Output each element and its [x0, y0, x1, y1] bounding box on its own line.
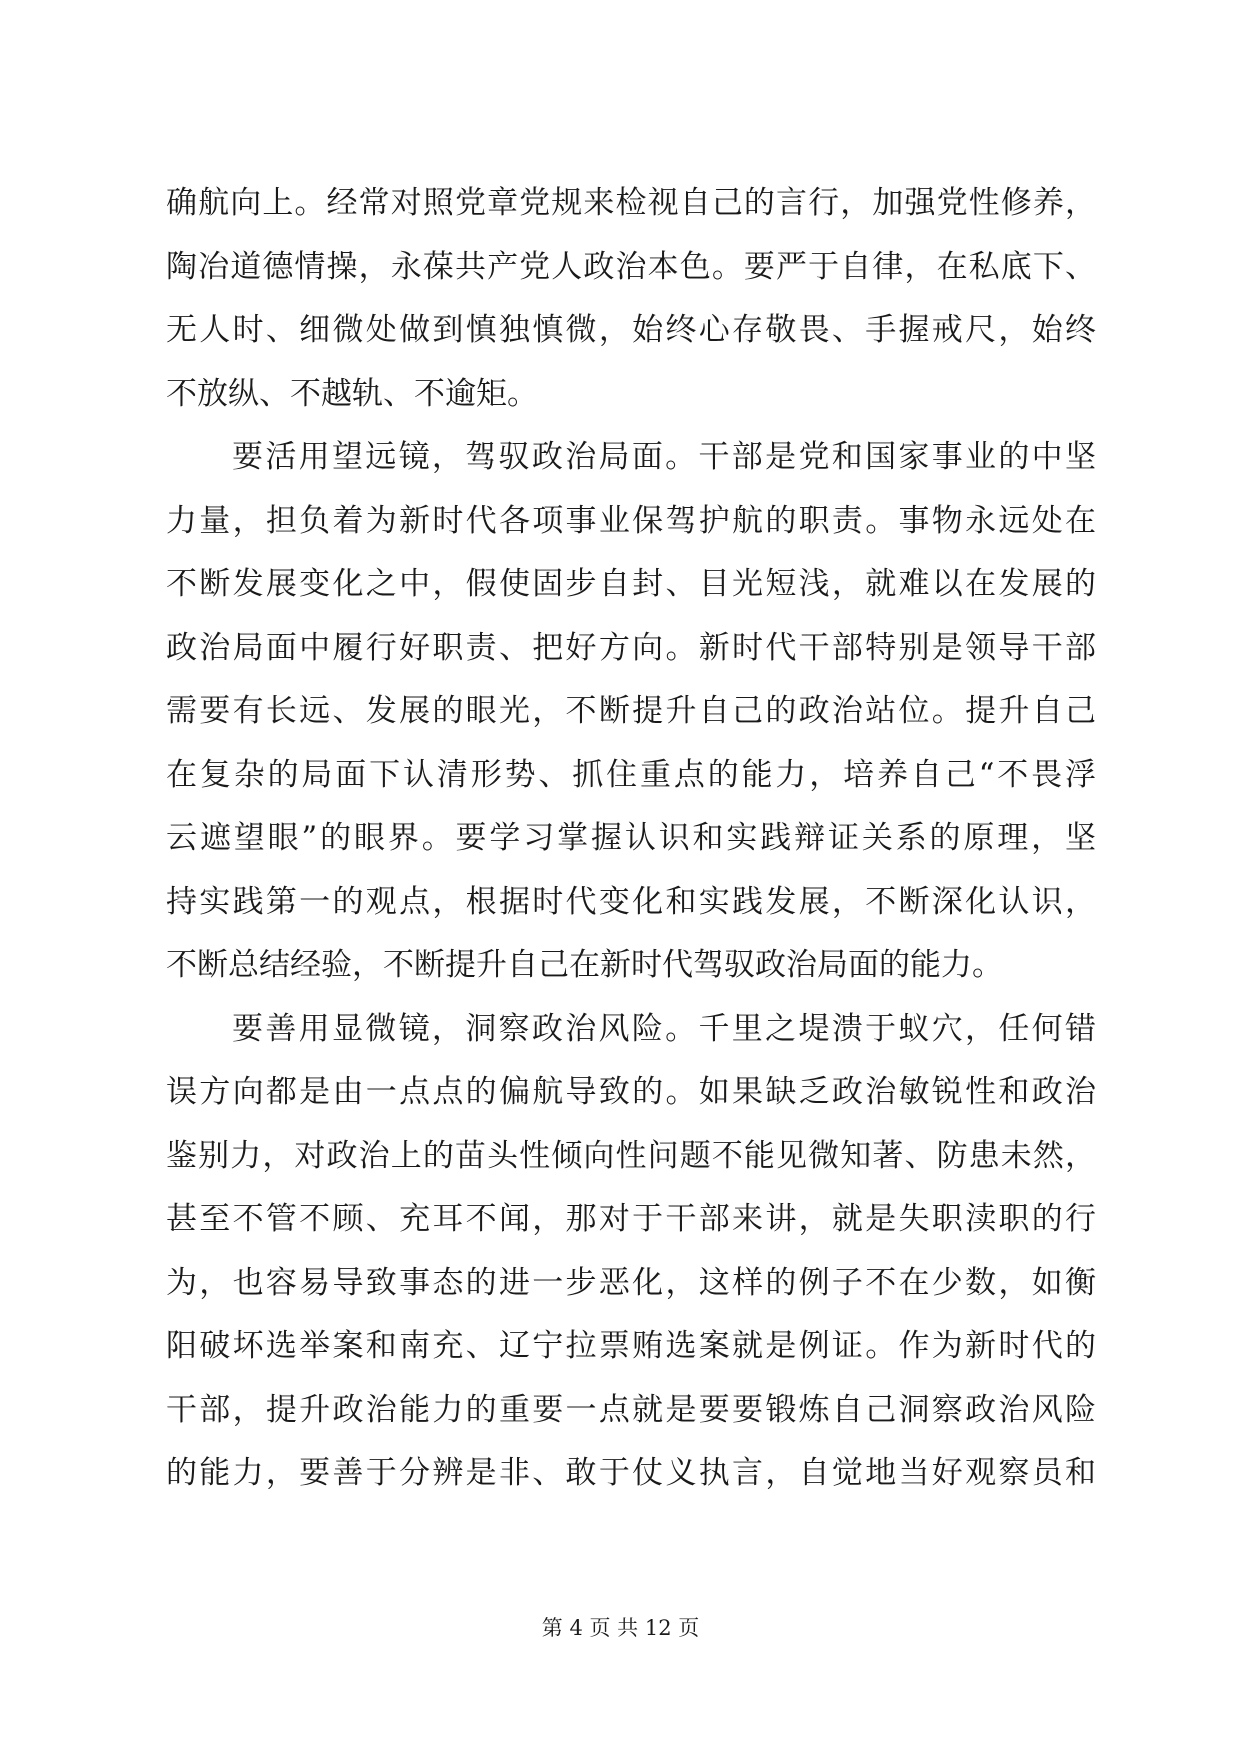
text-line: 鉴别力，对政治上的苗头性倾向性问题不能见微知著、防患未然，	[166, 1137, 1096, 1174]
text-line: 要善用显微镜，洞察政治风险。千里之堤溃于蚁穴，任何错	[232, 1010, 1096, 1047]
text-line: 在复杂的局面下认清形势、抓住重点的能力，培养自己“不畏浮	[166, 756, 1096, 793]
text-line: 不断总结经验，不断提升自己在新时代驾驭政治局面的能力。	[166, 947, 1003, 983]
text-line: 要活用望远镜，驾驭政治局面。干部是党和国家事业的中坚	[232, 439, 1096, 475]
text-line: 云遮望眼”的眼界。要学习掌握认识和实践辩证关系的原理，坚	[166, 820, 1096, 856]
text-line: 需要有长远、发展的眼光，不断提升自己的政治站位。提升自己	[166, 693, 1096, 729]
page-number-footer: 第 4 页 共 12 页	[541, 1616, 700, 1640]
text-line: 持实践第一的观点，根据时代变化和实践发展，不断深化认识，	[166, 883, 1096, 920]
text-line: 陶冶道德情操，永葆共产党人政治本色。要严于自律，在私底下、	[166, 248, 1096, 285]
text-line: 阳破坏选举案和南充、辽宁拉票贿选案就是例证。作为新时代的	[166, 1328, 1096, 1364]
text-line: 无人时、细微处做到慎独慎微，始终心存敬畏、手握戒尺，始终	[166, 312, 1096, 348]
text-line: 干部，提升政治能力的重要一点就是要要锻炼自己洞察政治风险	[166, 1391, 1096, 1428]
text-line: 误方向都是由一点点的偏航导致的。如果缺乏政治敏锐性和政治	[166, 1074, 1096, 1110]
text-line: 力量，担负着为新时代各项事业保驾护航的职责。事物永远处在	[166, 502, 1096, 539]
paragraph	[166, 426, 1096, 998]
paragraph	[166, 998, 1096, 1506]
paragraph	[166, 172, 1096, 426]
text-line: 为，也容易导致事态的进一步恶化，这样的例子不在少数，如衡	[166, 1264, 1096, 1301]
body-text	[166, 172, 1096, 1506]
text-line: 不断发展变化之中，假使固步自封、目光短浅，就难以在发展的	[166, 566, 1096, 602]
text-line: 甚至不管不顾、充耳不闻，那对于干部来讲，就是失职渎职的行	[166, 1201, 1096, 1237]
text-line: 政治局面中履行好职责、把好方向。新时代干部特别是领导干部	[166, 629, 1096, 666]
text-line: 的能力，要善于分辨是非、敢于仗义执言，自觉地当好观察员和	[166, 1455, 1096, 1491]
text-line: 不放纵、不越轨、不逾矩。	[166, 375, 538, 412]
text-line: 确航向上。经常对照党章党规来检视自己的言行，加强党性修养，	[166, 185, 1096, 221]
